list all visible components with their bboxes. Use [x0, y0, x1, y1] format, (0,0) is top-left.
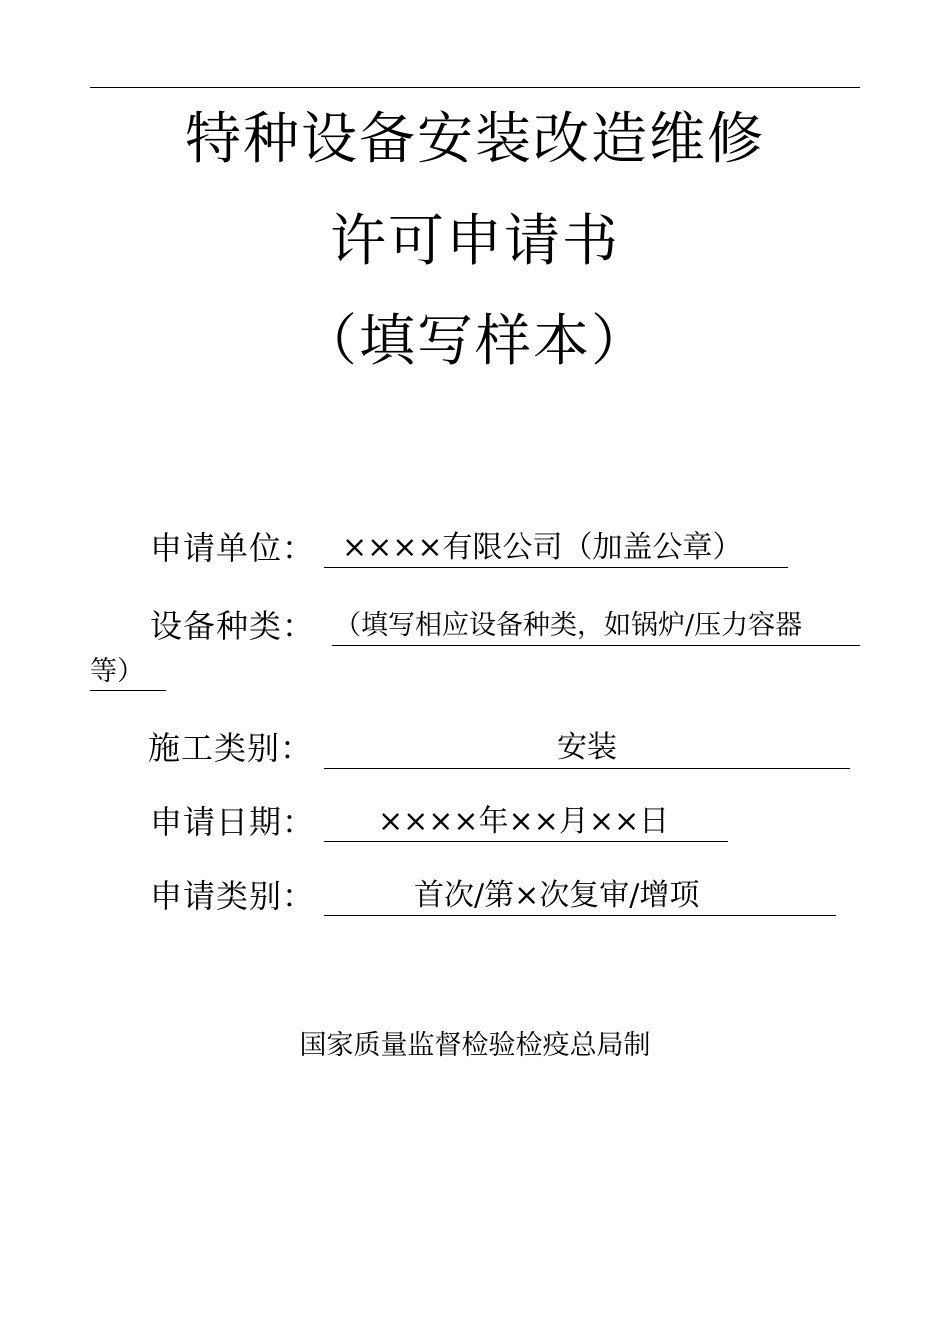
field-applicant-value[interactable]: ××××有限公司（加盖公章） [324, 528, 788, 568]
field-construction-type [148, 728, 617, 768]
field-equipment-type-label: 设备种类： [150, 607, 316, 645]
top-divider [90, 87, 860, 88]
field-apply-date [150, 802, 670, 842]
field-apply-date-label: 申请日期： [150, 803, 316, 841]
document-title-line-2: 许可申请书 [330, 209, 620, 274]
field-applicant-label: 申请单位： [150, 529, 316, 567]
issuer-footer: 国家质量监督检验检疫总局制 [299, 1030, 651, 1061]
document-title-line-3: （填写样本） [301, 309, 649, 374]
field-applicant [150, 528, 743, 568]
field-apply-date-value[interactable]: ××××年××月××日 [324, 802, 728, 842]
field-construction-type-value[interactable]: 安装 [324, 728, 850, 769]
field-equipment-type [150, 606, 803, 646]
document-title-line-1: 特种设备安装改造维修 [185, 107, 765, 172]
field-equipment-type-value[interactable]: （填写相应设备种类，如锅炉/压力容器 [332, 606, 860, 646]
field-apply-category-label: 申请类别： [150, 877, 316, 915]
field-apply-category-value[interactable]: 首次/第×次复审/增项 [324, 876, 836, 916]
field-apply-category [150, 876, 700, 916]
field-construction-type-label: 施工类别： [148, 729, 314, 767]
field-equipment-type-value-continued[interactable]: 等） [90, 654, 166, 691]
